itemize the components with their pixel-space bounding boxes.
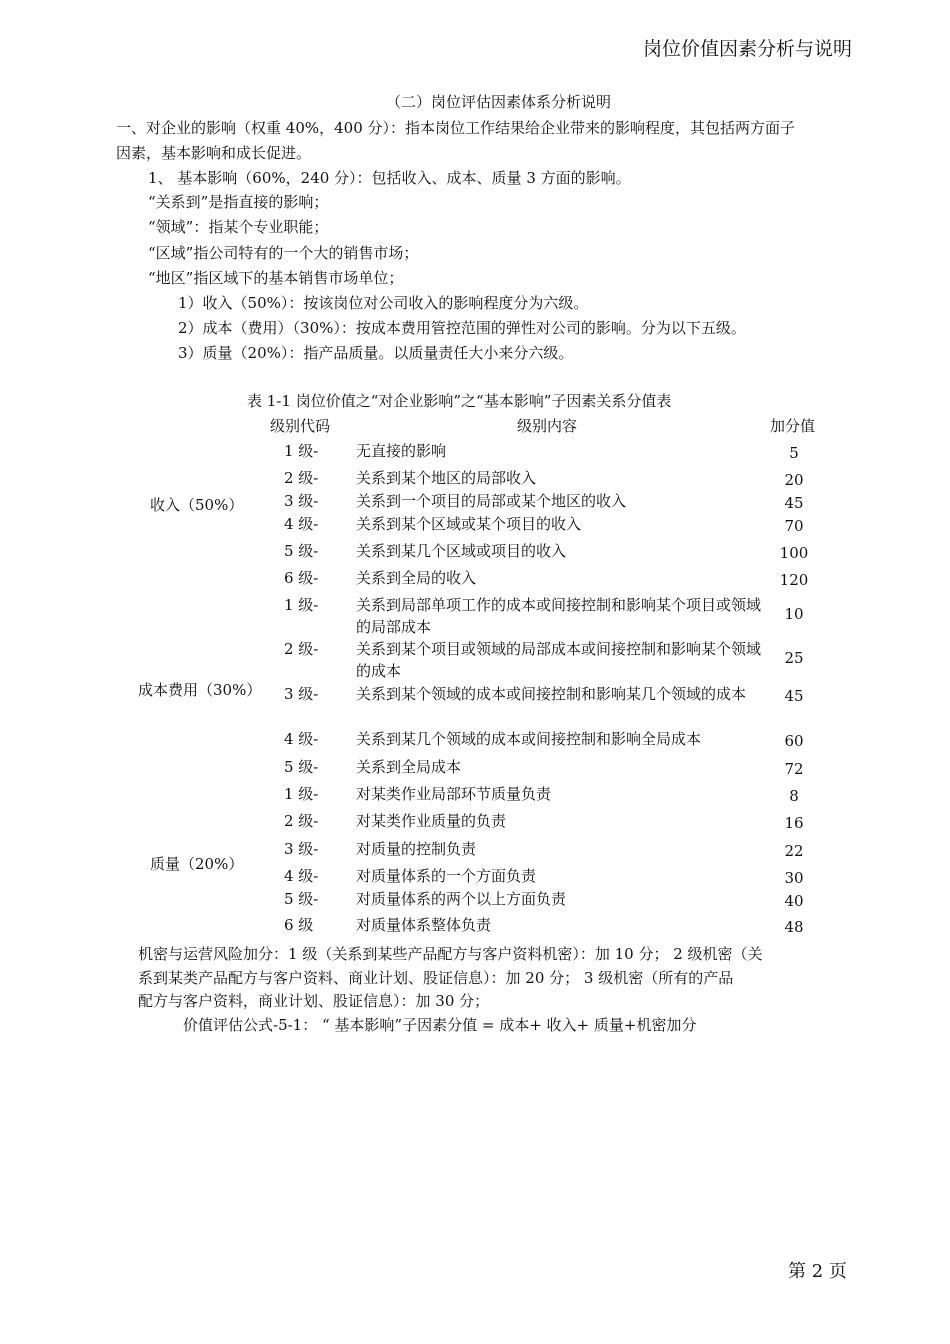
sub-item-revenue: 1）收入（50%）：按该岗位对公司收入的影响程度分为六级。 bbox=[178, 294, 589, 312]
table-cell-content: 关系到一个项目的局部或某个地区的收入 bbox=[356, 492, 627, 510]
table-cell-score: 30 bbox=[784, 869, 804, 887]
table-category-label: 成本费用（30%） bbox=[138, 681, 262, 699]
table-cell-score: 45 bbox=[784, 687, 804, 705]
table-cell-level: 5 级- bbox=[284, 890, 319, 908]
table-cell-content: 对质量的控制负责 bbox=[356, 840, 477, 858]
table-cell-level: 2 级- bbox=[284, 469, 319, 487]
table-cell-score: 20 bbox=[784, 471, 804, 489]
table-cell-level: 2 级- bbox=[284, 812, 319, 830]
sub-item-cost: 2）成本（费用）（30%）：按成本费用管控范围的弹性对公司的影响。分为以下五级。 bbox=[178, 319, 746, 337]
table-header-content: 级别内容 bbox=[517, 417, 578, 435]
table-cell-content: 对某类作业局部环节质量负责 bbox=[356, 785, 552, 803]
intro-paragraph-line-1: 一、对企业的影响（权重 40%，400 分）：指本岗位工作结果给企业带来的影响程度，其包括两方面子 bbox=[116, 119, 796, 137]
table-cell-level: 5 级- bbox=[284, 542, 319, 560]
table-cell-score: 120 bbox=[779, 571, 809, 589]
table-cell-content: 关系到全局的收入 bbox=[356, 569, 477, 587]
table-cell-level: 6 级 bbox=[284, 916, 314, 934]
table-cell-level: 4 级- bbox=[284, 515, 319, 533]
table-cell-score: 25 bbox=[784, 649, 804, 667]
table-cell-content: 对质量体系的两个以上方面负责 bbox=[356, 890, 567, 908]
table-cell-level: 1 级- bbox=[284, 785, 319, 803]
table-cell-level: 1 级- bbox=[284, 442, 319, 460]
table-cell-content: 无直接的影响 bbox=[356, 442, 447, 460]
table-cell-score: 8 bbox=[789, 787, 799, 805]
document-header-title: 岗位价值因素分析与说明 bbox=[642, 38, 852, 60]
confidentiality-note-line-2: 系到某类产品配方与客户资料、商业计划、股证信息）：加 20 分； 3 级机密（所有的产品 bbox=[138, 969, 734, 987]
table-cell-content: 关系到某个项目或领域的局部成本或间接控制和影响某个领域的成本 bbox=[356, 640, 762, 680]
table-cell-score: 5 bbox=[789, 444, 799, 462]
table-cell-content: 对某类作业质量的负责 bbox=[356, 812, 507, 830]
section-title: （二）岗位评估因素体系分析说明 bbox=[386, 93, 612, 111]
table-header-code: 级别代码 bbox=[270, 417, 331, 435]
table-cell-content: 对质量体系整体负责 bbox=[356, 916, 492, 934]
table-category-label: 收入（50%） bbox=[150, 496, 244, 514]
table-header-score: 加分值 bbox=[770, 417, 816, 435]
table-caption: 表 1-1 岗位价值之“对企业影响”之“基本影响”子因素关系分值表 bbox=[247, 392, 672, 410]
table-cell-level: 4 级- bbox=[284, 867, 319, 885]
table-cell-content: 关系到某个地区的局部收入 bbox=[356, 469, 537, 487]
valuation-formula: 价值评估公式-5-1： “ 基本影响”子因素分值 = 成本+ 收入+ 质量+机密加分 bbox=[183, 1016, 697, 1034]
table-cell-score: 72 bbox=[784, 760, 804, 778]
definition-item: “地区”指区域下的基本销售市场单位； bbox=[148, 269, 404, 287]
table-cell-score: 45 bbox=[784, 494, 804, 512]
page-number: 第 2 页 bbox=[788, 1261, 847, 1282]
table-cell-score: 60 bbox=[784, 732, 804, 750]
table-cell-content: 关系到某几个领域的成本或间接控制和影响全局成本 bbox=[356, 730, 702, 748]
intro-paragraph-line-2: 因素，基本影响和成长促进。 bbox=[116, 144, 312, 162]
table-cell-level: 6 级- bbox=[284, 569, 319, 587]
table-cell-level: 3 级- bbox=[284, 492, 319, 510]
table-cell-level: 3 级- bbox=[284, 685, 319, 703]
table-cell-content: 关系到局部单项工作的成本或间接控制和影响某个项目或领域的局部成本 bbox=[356, 596, 762, 636]
confidentiality-note-line-3: 配方与客户资料，商业计划、股证信息）：加 30 分； bbox=[138, 992, 490, 1010]
table-cell-level: 2 级- bbox=[284, 640, 319, 658]
confidentiality-note-line-1: 机密与运营风险加分：1 级（关系到某些产品配方与客户资料机密）：加 10 分； 2 级机密（关 bbox=[138, 945, 763, 963]
table-cell-score: 40 bbox=[784, 892, 804, 910]
table-cell-content: 关系到某几个区域或项目的收入 bbox=[356, 542, 567, 560]
table-cell-level: 3 级- bbox=[284, 840, 319, 858]
definition-item: “领域”：指某个专业职能； bbox=[148, 218, 329, 236]
basic-impact-heading: 1、 基本影响（60%，240 分）：包括收入、成本、质量 3 方面的影响。 bbox=[148, 169, 631, 187]
table-cell-score: 10 bbox=[784, 605, 804, 623]
table-cell-score: 22 bbox=[784, 842, 804, 860]
table-cell-score: 48 bbox=[784, 918, 804, 936]
sub-item-quality: 3）质量（20%）：指产品质量。以质量责任大小来分六级。 bbox=[178, 344, 574, 362]
table-cell-level: 4 级- bbox=[284, 730, 319, 748]
table-cell-content: 关系到全局成本 bbox=[356, 758, 462, 776]
table-cell-content: 对质量体系的一个方面负责 bbox=[356, 867, 537, 885]
table-category-label: 质量（20%） bbox=[150, 855, 244, 873]
table-cell-content: 关系到某个领域的成本或间接控制和影响某几个领域的成本 bbox=[356, 685, 747, 703]
table-cell-level: 5 级- bbox=[284, 758, 319, 776]
table-cell-level: 1 级- bbox=[284, 596, 319, 614]
table-cell-score: 70 bbox=[784, 517, 804, 535]
table-cell-score: 100 bbox=[779, 544, 809, 562]
table-cell-content: 关系到某个区域或某个项目的收入 bbox=[356, 515, 582, 533]
table-cell-score: 16 bbox=[784, 814, 804, 832]
definition-item: “区域”指公司特有的一个大的销售市场； bbox=[148, 244, 419, 262]
definition-item: “关系到”是指直接的影响； bbox=[148, 193, 329, 211]
